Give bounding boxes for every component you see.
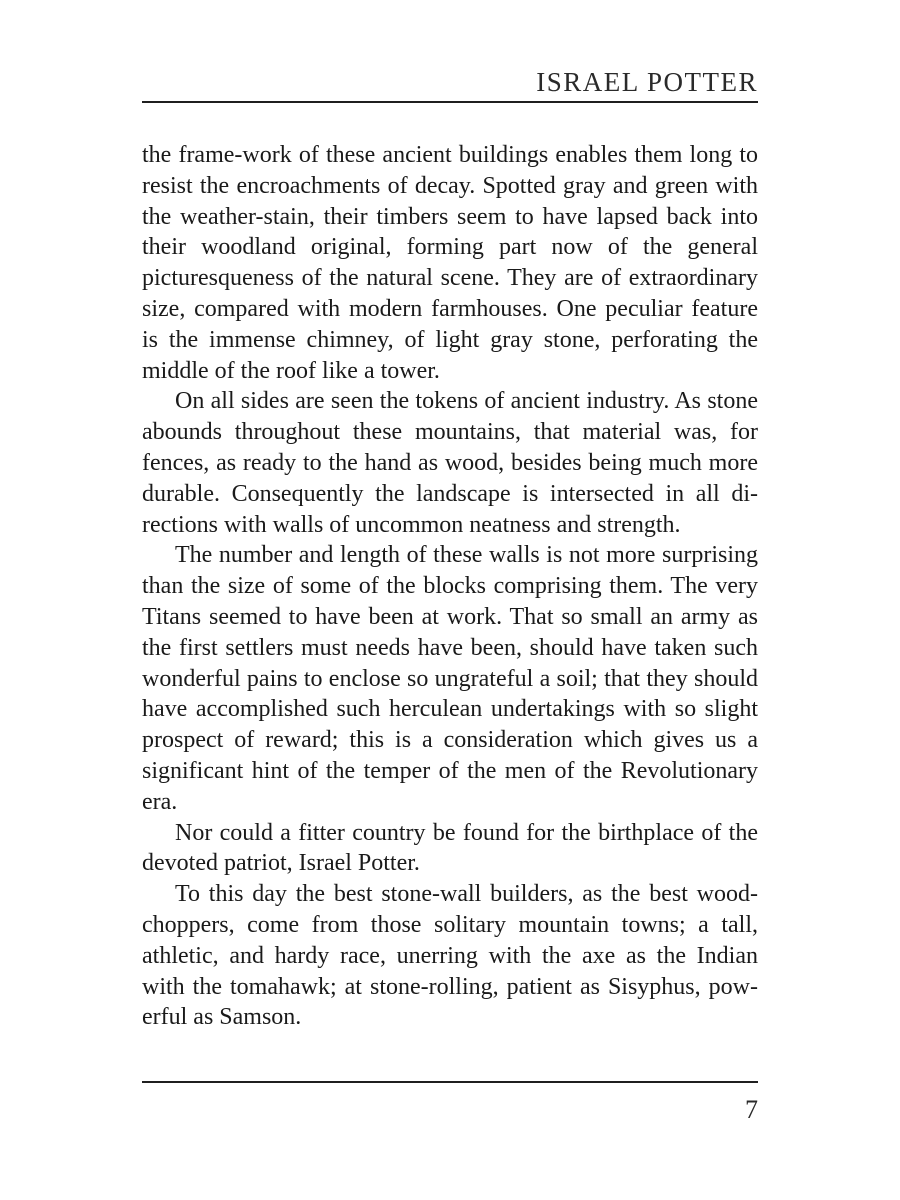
page-number: 7 (745, 1095, 758, 1124)
paragraph: On all sides are seen the tokens of ancient industry. As stone abounds throughout these mountains, that material was, for fences, as ready to the hand as wood, besides being much more durable. Consequently the landscape is intersected in all directions with walls of uncommon neatness and strength. (142, 388, 758, 538)
footer-rule (142, 1081, 758, 1083)
header-rule (142, 101, 758, 103)
paragraph-continued: the frame-work of these ancient buildings enables them long to resist the encroachments of decay. Spotted gray and green with the weather-stain, their timbers seem to have lapsed back into their woodland original, forming part now of the general picturesqueness of the natural scene. They are of extraordinary size, compared with modern farmhouses. One peculiar feature is the immense chimney, of light gray stone, perforating the middle of the roof like a tower. (142, 142, 758, 384)
paragraph: The number and length of these walls is not more surprising than the size of some of the blocks comprising them. The very Titans seemed to have been at work. That so small an army as the first settlers must needs have been, should have taken such wonderful pains to enclose so ungrateful a soil; that they should have accomplished such herculean undertakings with so slight prospect of reward; this is a consideration which gives us a significant hint of the temper of the men of the Revolutionary era. (142, 542, 758, 815)
running-head-title: ISRAEL POTTER (536, 67, 758, 97)
paragraph: To this day the best stone-wall builders, as the best wood-choppers, come from those solitary mountain towns; a tall, athletic, and hardy race, unerring with the axe as the Indian with the tomahawk; at stone-rolling, patient as Sisyphus, powerful as Samson. (142, 881, 758, 1031)
page-body (142, 140, 758, 1033)
paragraph: Nor could a fitter country be found for the birthplace of the devoted patriot, Israel Potter. (142, 819, 758, 877)
